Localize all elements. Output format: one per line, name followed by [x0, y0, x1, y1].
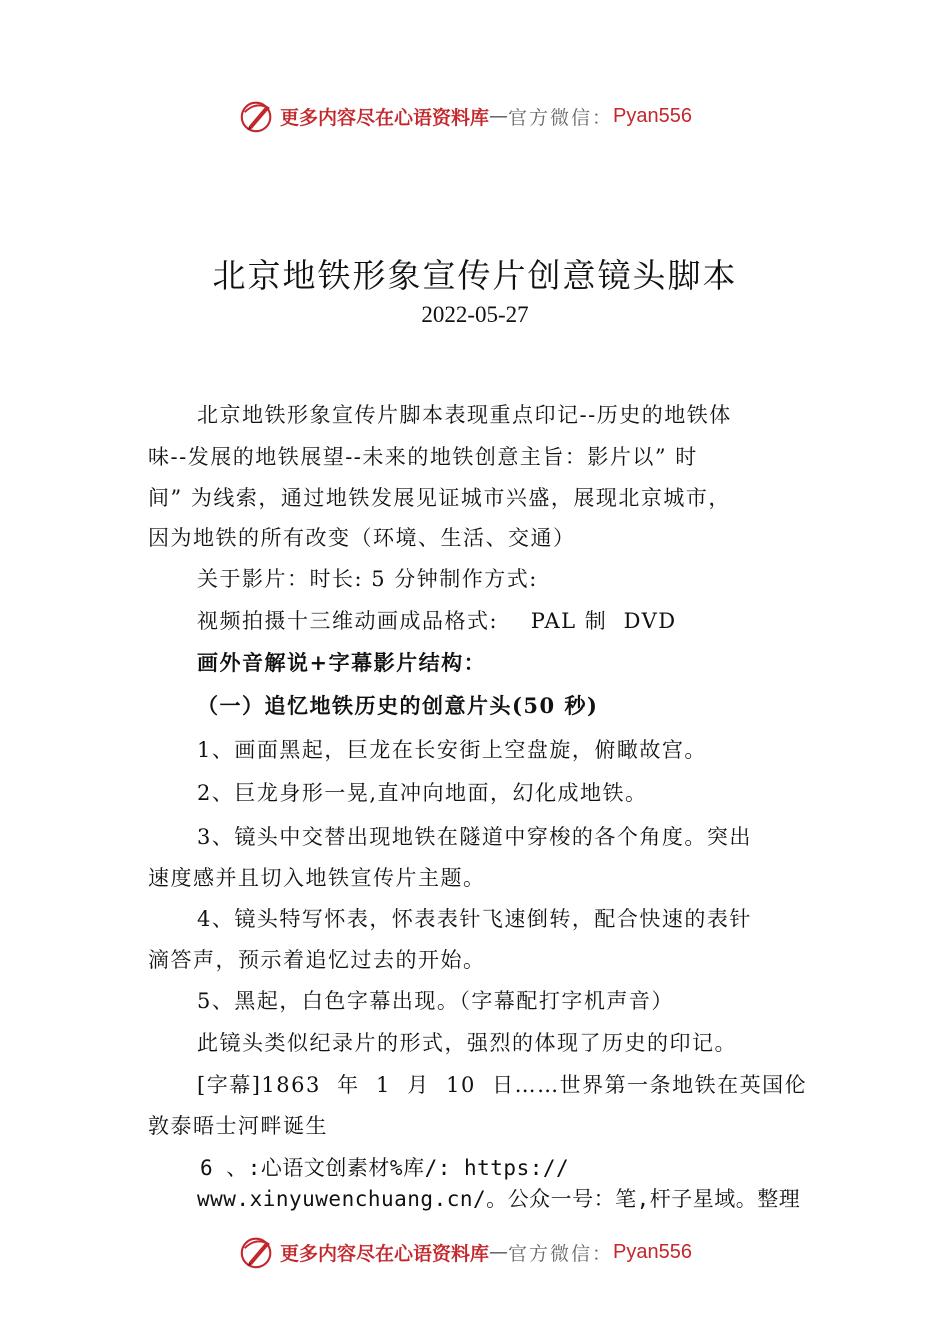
paragraph-line: 视频拍摄十三维动画成品格式: PAL 制 DVD [197, 609, 677, 633]
paragraph-line: [字幕]1863 年 1 月 10 日……世界第一条地铁在英国伦 [197, 1073, 808, 1097]
banner-wechat-id: Pyan556 [613, 1240, 692, 1263]
paragraph-line: 2、巨龙身形一晃,直冲向地面，幻化成地铁。 [197, 781, 648, 805]
paragraph-line: 1、画面黑起，巨龙在长安街上空盘旋，俯瞰故宫。 [197, 738, 707, 762]
paragraph-line: 速度感并且切入地铁宣传片主题。 [148, 866, 486, 890]
document-date: 2022-05-27 [421, 302, 529, 327]
paragraph-line: 北京地铁形象宣传片脚本表现重点印记--历史的地铁体 [197, 403, 732, 427]
paragraph-line: www.xinyuwenchuang.cn/。公众一号：笔,杆子星域。整理 [197, 1187, 801, 1211]
section-heading: （一）追忆地铁历史的创意片头(50 秒) [197, 693, 599, 718]
paragraph-line: 此镜头类似纪录片的形式，强烈的体现了历史的印记。 [197, 1031, 737, 1055]
header-banner [238, 96, 692, 136]
paragraph-line: 味--发展的地铁展望--未来的地铁创意主旨：影片以” 时 [148, 445, 698, 469]
footer-banner [238, 1232, 692, 1272]
banner-wechat-label: 官方微信： [508, 1242, 614, 1265]
paragraph-line: 敦泰晤士河畔诞生 [148, 1114, 328, 1138]
pen-logo-icon [238, 97, 276, 135]
banner-lead-text: 更多内容尽在心语资料库 [280, 106, 490, 129]
banner-dash: — [489, 1241, 509, 1263]
banner-wechat-id: Pyan556 [613, 104, 692, 127]
banner-lead-text: 更多内容尽在心语资料库 [280, 1242, 490, 1265]
banner-wechat-label: 官方微信： [508, 106, 614, 129]
paragraph-line: 3、镜头中交替出现地铁在隧道中穿梭的各个角度。突出 [197, 825, 752, 849]
paragraph-line: 因为地铁的所有改变（环境、生活、交通） [148, 526, 576, 550]
section-heading: 画外音解说+字幕影片结构： [197, 650, 487, 675]
pen-logo-icon [238, 1233, 276, 1271]
paragraph-line: 5、黑起，白色字幕出现。（字幕配打字机声音） [197, 989, 674, 1013]
paragraph-line: 间” 为线索，通过地铁发展见证城市兴盛，展现北京城市， [148, 486, 731, 510]
banner-dash: — [489, 105, 509, 127]
paragraph-line: 4、镜头特写怀表，怀表表针飞速倒转，配合快速的表针 [197, 907, 752, 931]
paragraph-line: 滴答声，预示着追忆过去的开始。 [148, 948, 486, 972]
paragraph-line: 6 、:心语文创素材%库/: https:// [200, 1156, 570, 1180]
paragraph-line: 关于影片：时长: 5 分钟制作方式: [197, 567, 538, 591]
page-title: 北京地铁形象宣传片创意镜头脚本 [212, 256, 738, 295]
